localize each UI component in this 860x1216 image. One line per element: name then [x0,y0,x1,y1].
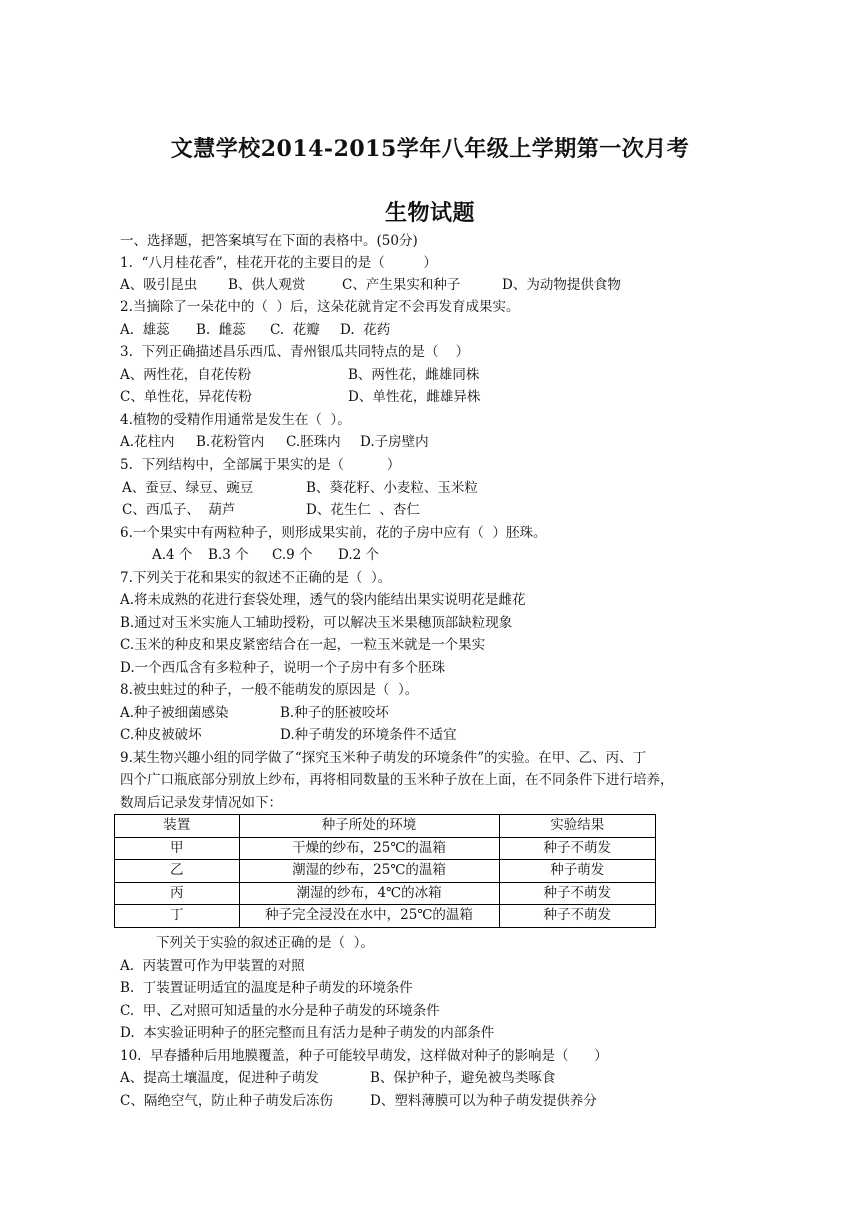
question-7-stem: 7.下列关于花和果实的叙述不正确的是（ ）。 [120,570,392,586]
table-cell: 种子不萌发 [499,837,655,860]
question-10-options-row1 [120,1069,740,1087]
table-header-cell: 实验结果 [499,815,655,838]
option-c: C. 花瓣 [270,322,320,338]
table-row [115,882,656,905]
question-3-stem: 3. 下列正确描述昌乐西瓜、青州银瓜共同特点的是（ ） [120,344,470,360]
option-d: D. 花药 [340,322,391,338]
question-10-stem: 10. 早春播种后用地膜覆盖，种子可能较早萌发，这样做对种子的影响是（ ） [120,1048,608,1064]
table-cell: 种子不萌发 [499,905,655,928]
question-8-stem: 8.被虫蛀过的种子，一般不能萌发的原因是（ ）。 [120,682,419,698]
question-9-stem-line2: 四个广口瓶底部分别放上纱布，再将相同数量的玉米种子放在上面，在不同条件下进行培养， [120,772,674,788]
option-d: D、为动物提供食物 [502,277,621,293]
question-5-options-row1 [120,479,740,497]
option-b: B.3 个 [208,547,249,563]
question-4-stem: 4.植物的受精作用通常是发生在（ ）。 [120,412,351,428]
question-4-options [120,433,740,451]
table-cell: 潮湿的纱布，25℃的温箱 [239,860,499,883]
option-b: B.种子的胚被咬坏 [280,705,389,721]
option-c: C. 甲、乙对照可知适量的水分是种子萌发的环境条件 [120,1003,440,1019]
table-cell: 乙 [115,860,240,883]
table-cell: 丙 [115,882,240,905]
option-a: A、两性花，自花传粉 [120,367,252,383]
question-1-stem: 1. “八月桂花香”，桂花开花的主要目的是（ ） [120,255,437,271]
option-c: C、单性花，异花传粉 [120,389,252,405]
option-a: A、蚕豆、绿豆、豌豆 [122,480,254,496]
table-cell: 甲 [115,837,240,860]
question-9-stem-line3: 数周后记录发芽情况如下： [120,795,282,811]
option-a: A.花柱内 [120,434,175,450]
question-8-options-row1 [120,704,740,722]
option-d: D、塑料薄膜可以为种子萌发提供养分 [370,1093,597,1109]
option-a: A. 雄蕊 [120,322,170,338]
option-d: D.子房壁内 [360,434,429,450]
option-d: D.种子萌发的环境条件不适宜 [280,727,457,743]
option-c: C、产生果实和种子 [342,277,461,293]
option-a: A.将未成熟的花进行套袋处理，透气的袋内能结出果实说明花是雌花 [120,592,526,608]
option-a: A.种子被细菌感染 [120,705,229,721]
table-header-cell: 种子所处的环境 [239,815,499,838]
option-d: D. 本实验证明种子的胚完整而且有活力是种子萌发的内部条件 [120,1025,495,1041]
question-6-options [120,546,740,564]
table-row [115,860,656,883]
option-b: B. 雌蕊 [196,322,246,338]
table-cell: 种子不萌发 [499,882,655,905]
table-cell: 种子完全浸没在水中，25℃的温箱 [239,905,499,928]
option-c: C、西瓜子、 葫芦 [122,502,236,518]
option-b: B、供人观赏 [228,277,306,293]
option-d: D、花生仁 、杏仁 [306,502,420,518]
question-3-options-row1 [120,366,740,384]
option-c: C.种皮被破坏 [120,727,202,743]
question-9-stem-line1: 9.某生物兴趣小组的同学做了“探究玉米种子萌发的环境条件”的实验。在甲、乙、丙、丁 [120,750,647,766]
table-row [115,905,656,928]
option-d: D、单性花，雌雄异株 [348,389,481,405]
question-5-options-row2 [120,501,740,519]
table-row [115,837,656,860]
option-a: A、吸引昆虫 [120,277,198,293]
exam-title: 文慧学校2014-2015学年八年级上学期第一次月考 [170,136,690,162]
experiment-table [114,814,656,928]
option-d: D.一个西瓜含有多粒种子，说明一个子房中有多个胚珠 [120,660,446,676]
table-cell: 种子萌发 [499,860,655,883]
option-b: B. 丁装置证明适宜的温度是种子萌发的环境条件 [120,980,413,996]
option-b: B、葵花籽、小麦粒、玉米粒 [306,480,478,496]
option-c: C.玉米的种皮和果皮紧密结合在一起，一粒玉米就是一个果实 [120,637,486,653]
option-c: C、隔绝空气，防止种子萌发后冻伤 [120,1093,333,1109]
table-header-cell: 装置 [115,815,240,838]
option-d: D.2 个 [338,547,380,563]
question-9-followup: 下列关于实验的叙述正确的是（ ）。 [156,935,374,951]
table-cell: 丁 [115,905,240,928]
option-a: A、提高土壤温度，促进种子萌发 [120,1070,319,1086]
question-6-stem: 6.一个果实中有两粒种子，则形成果实前，花的子房中应有（ ）胚珠。 [120,525,547,541]
table-header-row [115,815,656,838]
section-heading: 一、选择题，把答案填写在下面的表格中。(50分) [120,233,418,249]
question-5-stem: 5. 下列结构中，全部属于果实的是（ ） [120,457,401,473]
option-b: B.花粉管内 [196,434,265,450]
question-3-options-row2 [120,388,740,406]
option-b: B、保护种子，避免被鸟类啄食 [370,1070,556,1086]
option-a: A. 丙装置可作为甲装置的对照 [120,958,305,974]
option-c: C.胚珠内 [286,434,341,450]
table-cell: 潮湿的纱布，4℃的冰箱 [239,882,499,905]
exam-subtitle: 生物试题 [384,200,475,226]
question-2-options [120,321,740,339]
question-2-stem: 2.当摘除了一朵花中的（ ）后，这朵花就肯定不会再发育成果实。 [120,299,520,315]
question-8-options-row2 [120,726,740,744]
option-b: B、两性花，雌雄同株 [348,367,480,383]
option-c: C.9 个 [272,547,313,563]
option-b: B.通过对玉米实施人工辅助授粉，可以解决玉米果穗顶部缺粒现象 [120,615,513,631]
option-a: A.4 个 [152,547,193,563]
question-1-options [120,276,740,294]
question-10-options-row2 [120,1092,740,1110]
table-cell: 干燥的纱布，25℃的温箱 [239,837,499,860]
